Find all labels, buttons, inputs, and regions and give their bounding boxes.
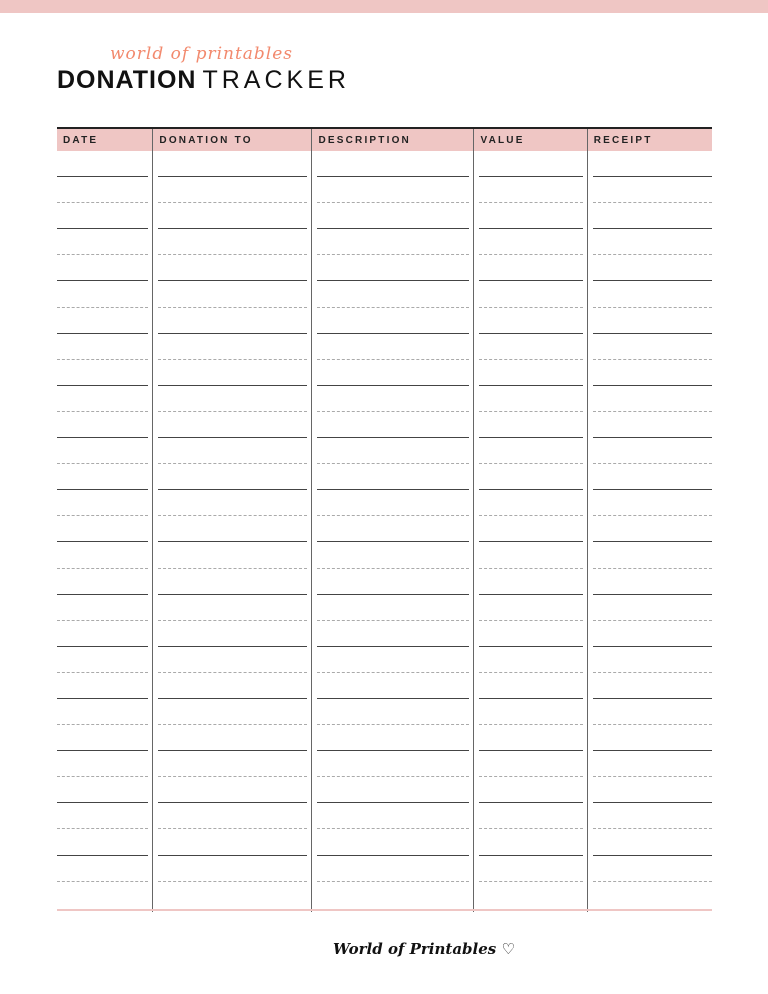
entry-line[interactable]	[158, 203, 307, 229]
entry-line[interactable]	[317, 490, 469, 516]
entry-line[interactable]	[317, 412, 469, 438]
entry-line[interactable]	[593, 647, 712, 673]
footer-text: World of Printables	[333, 940, 497, 958]
entry-line[interactable]	[317, 360, 469, 386]
entry-line[interactable]	[317, 595, 469, 621]
entry-line[interactable]	[479, 699, 582, 725]
entry-line[interactable]	[593, 412, 712, 438]
entry-line[interactable]	[479, 542, 582, 568]
column-donation-to	[152, 129, 311, 912]
entry-line[interactable]	[158, 360, 307, 386]
entry-line[interactable]	[158, 699, 307, 725]
entry-line[interactable]	[479, 334, 582, 360]
entry-line[interactable]	[593, 308, 712, 334]
entry-line[interactable]	[593, 334, 712, 360]
entry-line[interactable]	[479, 229, 582, 255]
top-band	[0, 0, 768, 13]
entry-line[interactable]	[158, 229, 307, 255]
entry-line[interactable]	[317, 308, 469, 334]
entry-line[interactable]	[593, 151, 712, 177]
entry-line[interactable]	[317, 699, 469, 725]
entry-line[interactable]	[158, 490, 307, 516]
entry-line[interactable]	[593, 255, 712, 281]
entry-line[interactable]	[57, 829, 148, 855]
entry-line[interactable]	[57, 569, 148, 595]
entry-line[interactable]	[317, 803, 469, 829]
entry-line[interactable]	[158, 621, 307, 647]
entry-line[interactable]	[57, 360, 148, 386]
entry-line[interactable]	[593, 386, 712, 412]
entry-line[interactable]	[479, 725, 582, 751]
entry-line[interactable]	[57, 464, 148, 490]
entry-line[interactable]	[158, 438, 307, 464]
entry-line[interactable]	[57, 438, 148, 464]
entry-line[interactable]	[57, 308, 148, 334]
footer-logo	[333, 940, 515, 958]
entry-line[interactable]	[479, 464, 582, 490]
entry-line[interactable]	[593, 673, 712, 699]
entry-line[interactable]	[317, 647, 469, 673]
entry-line[interactable]	[158, 334, 307, 360]
entry-line[interactable]	[317, 856, 469, 882]
entry-line[interactable]	[593, 621, 712, 647]
entry-line[interactable]	[593, 777, 712, 803]
entry-line[interactable]	[593, 464, 712, 490]
entry-line[interactable]	[479, 281, 582, 307]
entry-line[interactable]	[158, 281, 307, 307]
entry-line[interactable]	[317, 673, 469, 699]
entry-line[interactable]	[57, 177, 148, 203]
entry-line[interactable]	[593, 829, 712, 855]
entry-line[interactable]	[158, 777, 307, 803]
entry-line[interactable]	[479, 595, 582, 621]
entry-line[interactable]	[57, 151, 148, 177]
entry-line[interactable]	[479, 856, 582, 882]
title-light: TRACKER	[202, 66, 350, 94]
entry-line[interactable]	[317, 725, 469, 751]
entry-line[interactable]	[158, 856, 307, 882]
entry-line[interactable]	[317, 281, 469, 307]
entry-line[interactable]	[57, 542, 148, 568]
entry-line[interactable]	[317, 542, 469, 568]
column-header: RECEIPT	[588, 129, 712, 151]
entry-line[interactable]	[158, 464, 307, 490]
entry-line[interactable]	[158, 255, 307, 281]
tracker-table	[57, 127, 712, 912]
entry-line[interactable]	[593, 490, 712, 516]
entry-line[interactable]	[57, 673, 148, 699]
entry-line[interactable]	[593, 542, 712, 568]
entry-line[interactable]	[57, 803, 148, 829]
entry-line[interactable]	[593, 516, 712, 542]
entry-line[interactable]	[158, 542, 307, 568]
entry-line[interactable]	[57, 777, 148, 803]
entry-line[interactable]	[479, 386, 582, 412]
entry-line[interactable]	[593, 803, 712, 829]
entry-line[interactable]	[479, 569, 582, 595]
entry-line[interactable]	[57, 751, 148, 777]
entry-line[interactable]	[158, 412, 307, 438]
entry-line[interactable]	[593, 360, 712, 386]
entry-line[interactable]	[57, 856, 148, 882]
entry-line[interactable]	[479, 177, 582, 203]
entry-line[interactable]	[479, 751, 582, 777]
entry-line[interactable]	[57, 490, 148, 516]
entry-line[interactable]	[57, 255, 148, 281]
entry-line[interactable]	[317, 751, 469, 777]
entry-line[interactable]	[158, 386, 307, 412]
entry-line[interactable]	[479, 647, 582, 673]
entry-line[interactable]	[317, 334, 469, 360]
entry-line[interactable]	[593, 751, 712, 777]
entry-line[interactable]	[158, 673, 307, 699]
entry-line[interactable]	[593, 569, 712, 595]
entry-line[interactable]	[479, 803, 582, 829]
entry-line[interactable]	[317, 464, 469, 490]
entry-line[interactable]	[593, 177, 712, 203]
entry-line[interactable]	[317, 829, 469, 855]
entry-line[interactable]	[593, 229, 712, 255]
entry-line[interactable]	[479, 829, 582, 855]
entry-line[interactable]	[57, 412, 148, 438]
entry-line[interactable]	[317, 177, 469, 203]
entry-line[interactable]	[158, 595, 307, 621]
entry-line[interactable]	[479, 438, 582, 464]
column-receipt	[587, 129, 712, 912]
entry-line[interactable]	[158, 725, 307, 751]
entry-line[interactable]	[158, 751, 307, 777]
entry-line[interactable]	[593, 595, 712, 621]
table-bottom-border	[57, 909, 712, 911]
column-date	[57, 129, 152, 912]
entry-line[interactable]	[317, 777, 469, 803]
entry-line[interactable]	[158, 151, 307, 177]
entry-line[interactable]	[158, 177, 307, 203]
entry-line[interactable]	[317, 386, 469, 412]
entry-line[interactable]	[57, 281, 148, 307]
entry-line[interactable]	[57, 699, 148, 725]
column-header: DONATION TO	[153, 129, 311, 151]
entry-line[interactable]	[57, 725, 148, 751]
entry-line[interactable]	[57, 621, 148, 647]
entry-line[interactable]	[479, 777, 582, 803]
entry-line[interactable]	[57, 595, 148, 621]
entry-line[interactable]	[57, 386, 148, 412]
column-header: DESCRIPTION	[312, 129, 473, 151]
column-description	[311, 129, 473, 912]
entry-line[interactable]	[57, 229, 148, 255]
entry-line[interactable]	[57, 516, 148, 542]
entry-line[interactable]	[479, 621, 582, 647]
entry-line[interactable]	[479, 673, 582, 699]
entry-line[interactable]	[593, 856, 712, 882]
entry-line[interactable]	[158, 516, 307, 542]
entry-line[interactable]	[57, 203, 148, 229]
entry-line[interactable]	[317, 569, 469, 595]
page-title	[57, 66, 350, 95]
entry-line[interactable]	[479, 151, 582, 177]
entry-line[interactable]	[158, 803, 307, 829]
column-header: VALUE	[474, 129, 586, 151]
entry-line[interactable]	[593, 438, 712, 464]
entry-line[interactable]	[479, 308, 582, 334]
entry-line[interactable]	[479, 360, 582, 386]
entry-line[interactable]	[317, 229, 469, 255]
entry-line[interactable]	[317, 151, 469, 177]
entry-line[interactable]	[479, 203, 582, 229]
entry-line[interactable]	[479, 516, 582, 542]
entry-line[interactable]	[593, 203, 712, 229]
entry-line[interactable]	[317, 203, 469, 229]
entry-line[interactable]	[158, 308, 307, 334]
brand-script: world of printables	[110, 44, 294, 64]
entry-line[interactable]	[479, 255, 582, 281]
entry-line[interactable]	[158, 569, 307, 595]
entry-line[interactable]	[158, 647, 307, 673]
column-value	[473, 129, 586, 912]
entry-line[interactable]	[57, 647, 148, 673]
entry-line[interactable]	[158, 829, 307, 855]
entry-line[interactable]	[479, 490, 582, 516]
entry-line[interactable]	[593, 699, 712, 725]
entry-line[interactable]	[57, 334, 148, 360]
entry-line[interactable]	[317, 438, 469, 464]
entry-line[interactable]	[317, 516, 469, 542]
entry-line[interactable]	[593, 725, 712, 751]
column-header: DATE	[57, 129, 152, 151]
title-bold: DONATION	[57, 66, 197, 94]
entry-line[interactable]	[593, 281, 712, 307]
entry-line[interactable]	[317, 255, 469, 281]
entry-line[interactable]	[479, 412, 582, 438]
entry-line[interactable]	[317, 621, 469, 647]
heart-icon: ♡	[501, 940, 515, 958]
